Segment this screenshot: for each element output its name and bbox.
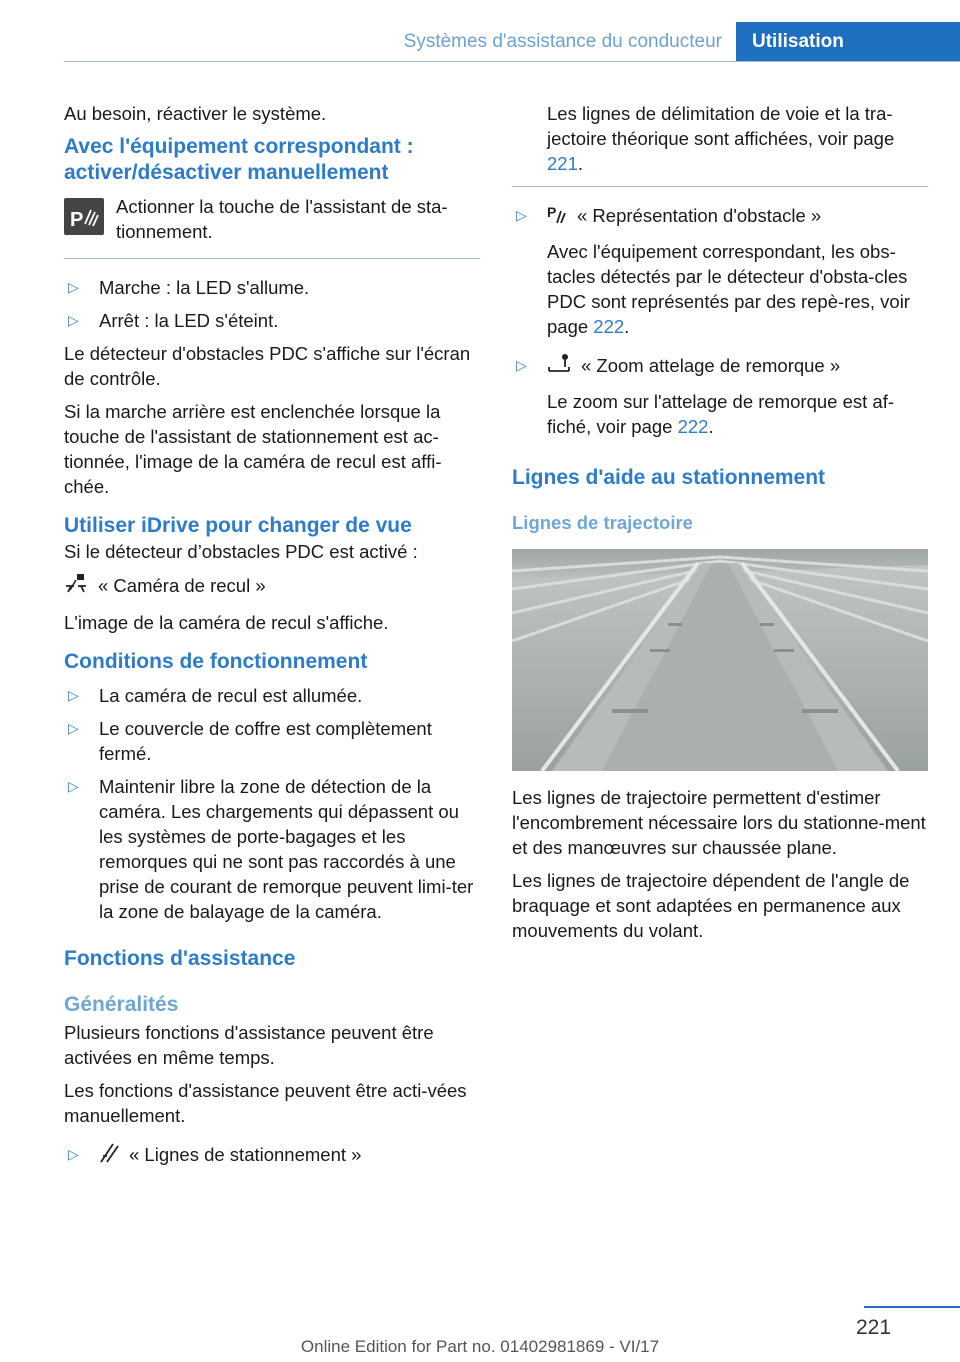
list-item-off: ▷ Arrêt : la LED s'éteint.	[68, 310, 279, 331]
paragraph-general-1: Plusieurs fonctions d'assistance peuvent être activées en même temps.	[64, 1022, 434, 1068]
edition-note: Online Edition for Part no. 01402981869 - VI/17	[300, 1337, 660, 1356]
heading-general: Généralités	[64, 993, 179, 1016]
camera-option: « Caméra de recul »	[64, 572, 480, 602]
svg-text:P: P	[70, 208, 84, 230]
paragraph-trajectory-2: Les lignes de trajectoire dépendent de l'angle de braquage et sont adaptées en permanence aux mouvements du volant.	[512, 870, 910, 942]
paragraph-idrive: Si le détecteur d’obstacles PDC est activé :	[64, 541, 418, 562]
separator	[512, 186, 928, 187]
header-rule	[64, 61, 960, 62]
assist-item-trailer-zoom: ▷ « Zoom attelage de remorque »	[512, 353, 928, 381]
assist-item-obstacle: ▷ P « Représentation d'obstacle »	[512, 203, 928, 231]
assist-item-parking-lines: ▷ « Lignes de stationnement »	[64, 1142, 480, 1170]
paragraph-trajectory-1: Les lignes de trajectoire permettent d'estimer l'encombrement nécessaire lors du stationne‐ment et des manœuvres sur chaussée plane.	[512, 787, 926, 859]
page-link-222[interactable]: 222	[593, 316, 625, 338]
parking-assist-instruction	[64, 194, 480, 244]
right-column	[512, 101, 928, 951]
parking-lines-icon	[99, 1142, 119, 1170]
manual-text: Actionner la touche de l'assistant de sta‐tionnement.	[116, 196, 448, 242]
paragraph-reactivate: Au besoin, réactiver le système.	[64, 103, 327, 124]
parking-assist-button-icon	[64, 198, 104, 235]
page-number: 221	[856, 1316, 892, 1339]
obstacle-icon	[547, 203, 567, 231]
heading-manual: Avec l'équipement correspondant : activer/désactiver manuellement	[64, 135, 414, 184]
heading-assist-functions: Fonctions d'assistance	[64, 947, 296, 970]
trailer-hitch-icon	[547, 353, 571, 381]
paragraph-pdc: Le détecteur d'obstacles PDC s'affiche sur l'écran de contrôle.	[64, 343, 471, 389]
rear-camera-icon	[64, 572, 88, 602]
running-header-chapter: Utilisation	[736, 22, 960, 62]
paragraph-obstacle: Avec l'équipement correspondant, les obs‐tacles détectés par le détecteur d'obsta‐cles PDC sont représentés par des repè‐res, voir page 222.	[547, 241, 910, 338]
paragraph-lane-lines: Les lignes de délimitation de voie et la tra‐jectoire théorique sont affichées, voir page 221.	[547, 103, 895, 174]
paragraph-reverse: Si la marche arrière est enclenchée lorsque la touche de l'assistant de stationnement est ac‐tionnée, l'image de la caméra de recul est affi‐chée.	[64, 401, 442, 497]
separator	[64, 258, 480, 259]
page-link-222[interactable]: 222	[677, 416, 709, 438]
condition-item: ▷ Le couvercle de coffre est complètement fermé.	[68, 718, 432, 764]
left-column	[64, 101, 480, 1178]
svg-text:P: P	[547, 204, 557, 221]
page-link-221[interactable]: 221	[547, 153, 578, 174]
condition-item: ▷ Maintenir libre la zone de détection de la caméra. Les chargements qui dépassent ou les systèmes de porte-bagages et les remorques qui ne sont pas raccordés à une prise de courant de remorque peuvent limi‐ter la zone de balayage de la caméra.	[68, 776, 474, 922]
paragraph-camera-shown: L'image de la caméra de recul s'affiche.	[64, 612, 389, 633]
footer-rule	[864, 1306, 960, 1308]
heading-trajectory: Lignes de trajectoire	[512, 512, 693, 534]
heading-conditions: Conditions de fonctionnement	[64, 650, 368, 673]
trajectory-lines-image	[512, 549, 928, 771]
heading-idrive: Utiliser iDrive pour changer de vue	[64, 514, 412, 537]
paragraph-zoom: Le zoom sur l'attelage de remorque est af‐fiché, voir page 222.	[547, 391, 894, 438]
heading-parking-lines: Lignes d'aide au stationnement	[512, 466, 826, 490]
list-item-on: ▷ Marche : la LED s'allume.	[68, 277, 310, 298]
condition-item: ▷ La caméra de recul est allumée.	[68, 685, 363, 706]
paragraph-general-2: Les fonctions d'assistance peuvent être acti‐vées manuellement.	[64, 1080, 467, 1126]
running-header-section: Systèmes d'assistance du conducteur	[403, 31, 722, 52]
